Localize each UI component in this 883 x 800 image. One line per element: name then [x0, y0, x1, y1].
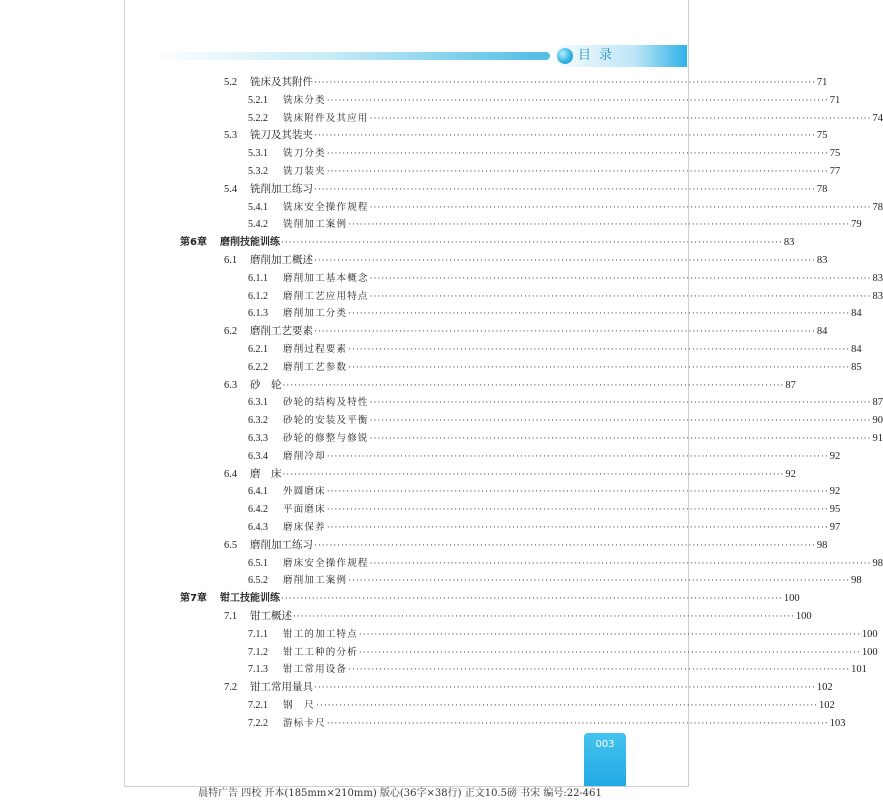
toc-entry-page: 78	[816, 183, 828, 195]
toc-entry-title: 磨削加工概述	[250, 253, 313, 266]
toc-dot-leader: ··································································································································	[326, 95, 829, 106]
header-title: 目录	[578, 48, 621, 63]
toc-entry-title: 钢 尺	[283, 699, 316, 711]
toc-entry-number: 6.4.2	[248, 504, 268, 516]
toc-subsection-row[interactable]	[180, 341, 862, 359]
toc-subsection-row[interactable]	[180, 216, 862, 234]
toc-entry-title: 磨削加工练习	[250, 538, 313, 551]
toc-subsection-row[interactable]	[180, 270, 883, 288]
toc-entry-title: 磨削工艺应用特点	[283, 290, 369, 302]
table-of-contents	[180, 74, 883, 732]
toc-entry-page: 100	[783, 593, 800, 605]
toc-subsection-row[interactable]	[180, 555, 883, 573]
toc-dot-leader: ··································································································································	[348, 220, 851, 231]
toc-dot-leader: ··································································································································	[326, 505, 829, 516]
toc-entry-number: 5.3.1	[248, 148, 268, 160]
toc-entry-page: 98	[872, 557, 883, 569]
toc-subsection-row[interactable]	[180, 626, 878, 644]
toc-entry-title: 外圆磨床	[283, 486, 326, 498]
toc-entry-number: 5.2.2	[248, 112, 268, 124]
toc-entry-title: 磨削工艺要素	[250, 325, 313, 338]
toc-entry-number: 6.3.3	[248, 432, 268, 444]
toc-dot-leader: ··································································································································	[314, 683, 816, 694]
toc-dot-leader: ··································································································································	[282, 469, 785, 480]
page-number: 003	[595, 739, 615, 750]
toc-dot-leader: ··································································································································	[282, 380, 785, 391]
toc-entry-page: 78	[872, 201, 883, 213]
toc-subsection-row[interactable]	[180, 412, 883, 430]
toc-section-row[interactable]	[180, 679, 833, 697]
toc-entry-page: 102	[819, 699, 835, 711]
toc-dot-leader: ··································································································································	[369, 291, 872, 302]
toc-entry-number: 7.2.1	[248, 699, 268, 711]
toc-entry-title: 钳工技能训练	[220, 593, 280, 605]
toc-dot-leader: ··································································································································	[314, 78, 816, 88]
toc-entry-page: 83	[783, 237, 795, 249]
toc-subsection-row[interactable]	[180, 661, 867, 679]
toc-entry-title: 钳工常用量具	[250, 681, 313, 694]
toc-section-row[interactable]	[180, 127, 828, 145]
toc-dot-leader: ··································································································································	[348, 344, 851, 355]
toc-entry-title: 钳工工种的分析	[283, 646, 358, 658]
toc-dot-leader: ··································································································································	[348, 576, 851, 587]
toc-dot-leader: ··································································································································	[281, 594, 783, 605]
toc-dot-leader: ··································································································································	[348, 362, 851, 373]
toc-entry-title: 磨削过程要素	[283, 343, 348, 355]
toc-entry-number: 7.1	[224, 610, 238, 622]
toc-subsection-row[interactable]	[180, 430, 883, 448]
toc-entry-number: 5.3	[224, 130, 238, 142]
toc-subsection-row[interactable]	[180, 519, 841, 537]
toc-entry-page: 75	[829, 148, 841, 160]
toc-dot-leader: ··································································································································	[369, 433, 872, 444]
toc-entry-number: 7.2.2	[248, 717, 268, 729]
toc-entry-title: 游标卡尺	[283, 717, 326, 729]
toc-dot-leader: ··································································································································	[369, 398, 872, 409]
toc-entry-page: 97	[829, 521, 841, 533]
toc-entry-page: 87	[785, 379, 796, 391]
toc-subsection-row[interactable]	[180, 697, 835, 715]
toc-entry-title: 磨 床	[250, 467, 282, 480]
print-footer: 晨特广告 四校 开本(185mm×210mm) 版心(36字×38行) 正文10.5磅 书宋 编号:22-461	[198, 788, 602, 799]
toc-entry-number: 6.4.1	[248, 486, 268, 498]
toc-entry-number: 5.2.1	[248, 94, 268, 106]
toc-entry-page: 85	[851, 361, 862, 373]
toc-subsection-row[interactable]	[180, 501, 841, 519]
toc-section-row[interactable]	[180, 323, 828, 341]
toc-entry-title: 砂轮的修整与修锐	[283, 432, 369, 444]
toc-entry-number: 6.2.2	[248, 361, 268, 373]
toc-entry-number: 6.3.4	[248, 450, 268, 462]
toc-section-row[interactable]	[180, 74, 828, 92]
toc-entry-page: 84	[851, 343, 862, 355]
toc-dot-leader: ··································································································································	[314, 184, 816, 195]
toc-dot-leader: ··································································································································	[316, 700, 819, 711]
toc-entry-page: 101	[851, 664, 867, 676]
toc-entry-page: 83	[816, 254, 828, 266]
toc-entry-title: 钳工的加工特点	[283, 628, 358, 640]
toc-entry-page: 103	[829, 717, 846, 729]
toc-entry-number: 7.1.2	[248, 646, 268, 658]
toc-entry-page: 84	[851, 308, 862, 320]
toc-chapter-row[interactable]	[180, 590, 800, 608]
toc-entry-page: 83	[872, 290, 883, 302]
toc-subsection-row[interactable]	[180, 199, 883, 217]
toc-entry-title: 磨床保养	[283, 521, 326, 533]
toc-dot-leader: ··································································································································	[369, 273, 872, 284]
toc-dot-leader: ··································································································································	[369, 202, 872, 213]
toc-dot-leader: ··································································································································	[314, 131, 816, 142]
toc-entry-title: 磨削技能训练	[220, 237, 280, 249]
toc-subsection-row[interactable]	[180, 145, 841, 163]
toc-entry-number: 5.4.2	[248, 219, 268, 231]
toc-entry-number: 6.2	[224, 326, 238, 338]
toc-subsection-row[interactable]	[180, 572, 862, 590]
toc-entry-title: 铣床安全操作规程	[283, 201, 369, 213]
toc-entry-number: 6.3.1	[248, 397, 268, 409]
toc-subsection-row[interactable]	[180, 110, 883, 128]
toc-dot-leader: ··································································································································	[314, 255, 816, 266]
toc-entry-title: 铣刀装夹	[283, 165, 326, 177]
toc-entry-number: 7.1.1	[248, 628, 268, 640]
toc-entry-title: 铣床附件及其应用	[283, 112, 369, 124]
toc-dot-leader: ··································································································································	[281, 238, 783, 249]
page-number-tab	[584, 733, 626, 786]
toc-entry-page: 77	[829, 165, 841, 177]
toc-entry-number: 6.2.1	[248, 343, 268, 355]
toc-entry-number: 6.5	[224, 539, 238, 551]
toc-subsection-row[interactable]	[180, 359, 862, 377]
toc-dot-leader: ··································································································································	[326, 149, 829, 160]
toc-entry-number: 5.3.2	[248, 165, 268, 177]
toc-subsection-row[interactable]	[180, 394, 883, 412]
toc-entry-page: 84	[816, 326, 828, 338]
toc-entry-page: 71	[816, 77, 828, 88]
toc-dot-leader: ··································································································································	[326, 522, 829, 533]
toc-entry-page: 100	[861, 628, 878, 640]
toc-entry-number: 6.1	[224, 254, 238, 266]
toc-entry-page: 91	[872, 432, 883, 444]
toc-entry-title: 铣床及其附件	[250, 76, 313, 88]
toc-dot-leader: ··································································································································	[326, 451, 829, 462]
toc-dot-leader: ··································································································································	[348, 665, 851, 676]
toc-entry-title: 铣床分类	[283, 94, 326, 106]
toc-entry-number: 5.4	[224, 183, 238, 195]
toc-section-row[interactable]	[180, 252, 828, 270]
toc-entry-number: 7.1.3	[248, 664, 268, 676]
toc-entry-title: 钳工概述	[250, 609, 292, 622]
toc-entry-page: 74	[872, 112, 883, 124]
toc-subsection-row[interactable]	[180, 715, 846, 733]
toc-dot-leader: ··································································································································	[358, 629, 861, 640]
toc-subsection-row[interactable]	[180, 92, 841, 110]
toc-entry-title: 磨削冷却	[283, 450, 326, 462]
toc-chapter-row[interactable]	[180, 234, 795, 252]
toc-entry-number: 6.3	[224, 379, 238, 391]
toc-entry-title: 铣刀分类	[283, 148, 326, 160]
toc-subsection-row[interactable]	[180, 163, 841, 181]
toc-entry-page: 90	[872, 415, 883, 427]
toc-entry-title: 磨削加工基本概念	[283, 272, 369, 284]
toc-entry-title: 磨床安全操作规程	[283, 557, 369, 569]
toc-dot-leader: ··································································································································	[348, 309, 851, 320]
toc-section-row[interactable]	[180, 537, 828, 555]
header-rule	[150, 52, 550, 60]
toc-dot-leader: ··································································································································	[326, 718, 829, 729]
toc-dot-leader: ··································································································································	[358, 647, 861, 658]
toc-entry-title: 磨削加工分类	[283, 308, 348, 320]
bullet-icon	[557, 48, 573, 64]
toc-subsection-row[interactable]	[180, 305, 862, 323]
toc-entry-number: 6.5.2	[248, 575, 268, 587]
toc-dot-leader: ··································································································································	[326, 166, 829, 177]
toc-dot-leader: ··································································································································	[314, 540, 816, 551]
toc-entry-page: 102	[816, 682, 833, 694]
toc-section-row[interactable]	[180, 377, 796, 395]
toc-entry-page: 98	[816, 539, 828, 551]
toc-entry-title: 磨削加工案例	[283, 575, 348, 587]
toc-entry-page: 83	[872, 272, 883, 284]
toc-dot-leader: ··································································································································	[326, 487, 829, 498]
toc-entry-title: 钳工常用设备	[283, 664, 348, 676]
toc-entry-number: 6.1.1	[248, 272, 268, 284]
toc-entry-page: 100	[795, 610, 812, 622]
toc-entry-number: 6.5.1	[248, 557, 268, 569]
toc-dot-leader: ··································································································································	[369, 416, 872, 427]
toc-entry-page: 92	[785, 468, 796, 480]
toc-section-row[interactable]	[180, 466, 796, 484]
toc-dot-leader: ··································································································································	[369, 113, 872, 124]
toc-subsection-row[interactable]	[180, 288, 883, 306]
toc-dot-leader: ··································································································································	[293, 611, 795, 622]
toc-entry-title: 铣刀及其装夹	[250, 129, 313, 142]
toc-entry-title: 砂轮的安装及平衡	[283, 415, 369, 427]
toc-entry-page: 87	[872, 397, 883, 409]
toc-entry-page: 92	[829, 450, 841, 462]
toc-entry-number: 6.1.2	[248, 290, 268, 302]
toc-entry-page: 98	[851, 575, 862, 587]
toc-entry-page: 92	[829, 486, 841, 498]
toc-entry-number: 6.1.3	[248, 308, 268, 320]
toc-entry-number: 6.4.3	[248, 521, 268, 533]
toc-entry-number: 5.4.1	[248, 201, 268, 213]
toc-entry-number: 6.4	[224, 468, 238, 480]
toc-subsection-row[interactable]	[180, 644, 878, 662]
toc-dot-leader: ··································································································································	[369, 558, 872, 569]
toc-entry-number: 第6章	[180, 237, 207, 249]
toc-entry-title: 铣削加工练习	[250, 182, 313, 195]
toc-dot-leader: ··································································································································	[314, 327, 816, 338]
toc-entry-title: 砂轮的结构及特性	[283, 397, 369, 409]
toc-entry-page: 71	[829, 94, 841, 106]
toc-entry-number: 第7章	[180, 593, 207, 605]
toc-subsection-row[interactable]	[180, 483, 841, 501]
toc-subsection-row[interactable]	[180, 448, 841, 466]
toc-entry-page: 79	[851, 219, 862, 231]
toc-entry-title: 砂 轮	[250, 378, 282, 391]
header-tab	[555, 45, 687, 67]
toc-entry-number: 6.3.2	[248, 415, 268, 427]
toc-entry-page: 95	[829, 504, 841, 516]
toc-entry-title: 平面磨床	[283, 504, 326, 516]
toc-entry-number: 5.2	[224, 77, 238, 88]
toc-entry-title: 磨削工艺参数	[283, 361, 348, 373]
toc-entry-page: 100	[861, 646, 878, 658]
toc-entry-title: 铣削加工案例	[283, 219, 348, 231]
toc-section-row[interactable]	[180, 181, 828, 199]
toc-section-row[interactable]	[180, 608, 812, 626]
toc-entry-page: 75	[816, 130, 828, 142]
toc-entry-number: 7.2	[224, 682, 238, 694]
